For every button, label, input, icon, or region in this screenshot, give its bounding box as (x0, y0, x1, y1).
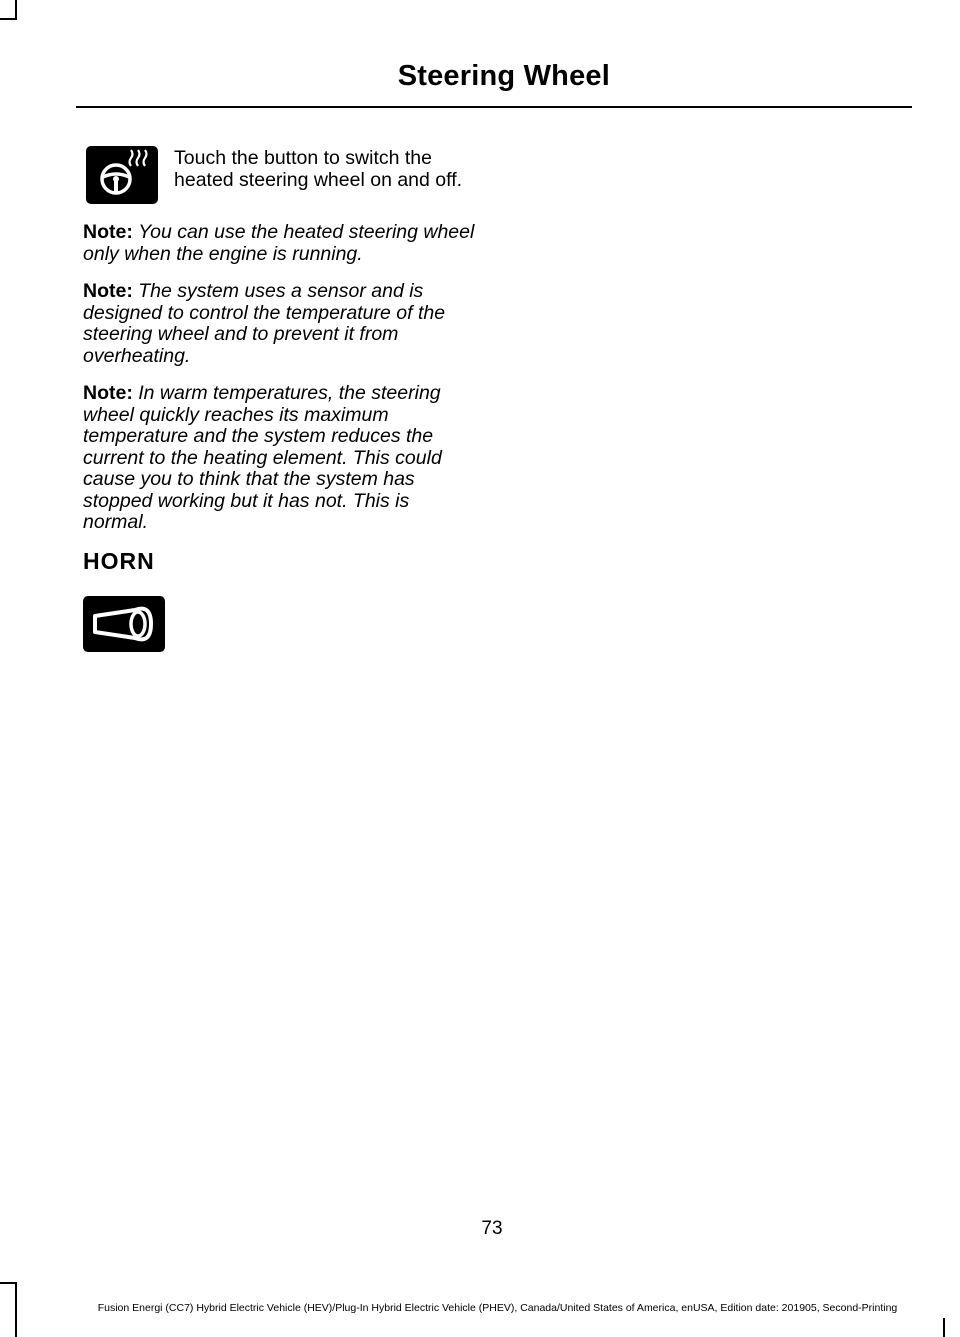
note-label: Note: (83, 280, 133, 302)
crop-mark-bottom-right (943, 1318, 945, 1337)
crop-mark-bottom-left-h (0, 1282, 17, 1284)
crop-mark-top-left (15, 0, 17, 20)
note-engine-running (83, 222, 478, 265)
crop-mark-top-left-h (0, 18, 17, 20)
page-number: 73 (481, 1218, 503, 1239)
page-title: Steering Wheel (397, 60, 610, 92)
header-divider (76, 106, 912, 108)
note-text: You can use the heated steering wheel only when the engine is running. (83, 221, 475, 265)
crop-mark-bottom-left (15, 1282, 17, 1337)
note-warm-temperatures (83, 383, 478, 534)
heated-steering-wheel-icon (86, 146, 158, 204)
horn-icon (83, 596, 165, 652)
note-label: Note: (83, 221, 133, 243)
notes-list (83, 222, 478, 550)
publication-footer: Fusion Energi (CC7) Hybrid Electric Vehicle (HEV)/Plug-In Hybrid Electric Vehicle (PHEV), Canada/United States of America, enUSA, Edition date: 201905, Second-Printing (97, 1302, 898, 1314)
section-heading-horn: HORN (83, 548, 155, 574)
note-text: The system uses a sensor and is designed to control the temperature of the steering wheel and to prevent it from overheating. (83, 280, 446, 367)
note-sensor (83, 281, 478, 367)
note-label: Note: (83, 382, 133, 404)
heated-steering-intro: Touch the button to switch the heated steering wheel on and off. (174, 147, 463, 191)
note-text: In warm temperatures, the steering wheel quickly reaches its maximum temperature and the system reduces the current to the heating element. This could cause you to think that the system has stopped working but it has not. This is normal. (83, 382, 442, 533)
